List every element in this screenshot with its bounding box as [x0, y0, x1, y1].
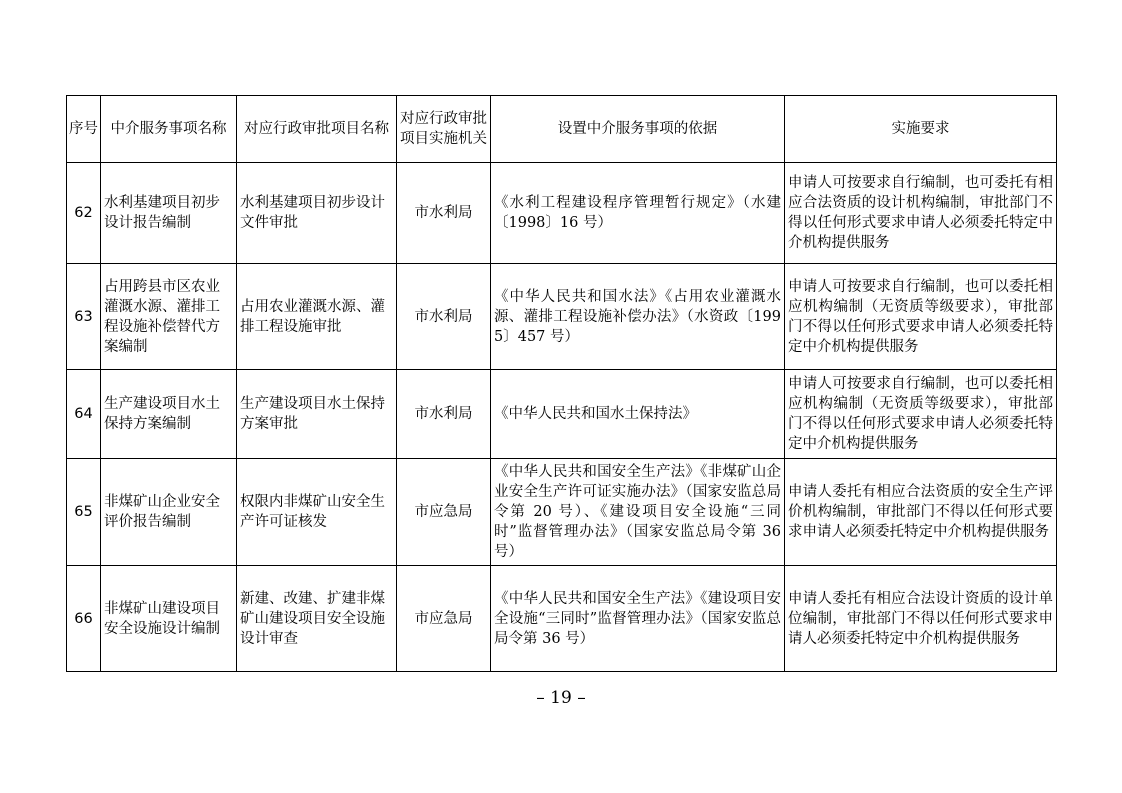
cell-implementing-agency: 市应急局 [397, 566, 491, 672]
cell-approval-item: 占用农业灌溉水源、灌排工程设施审批 [237, 264, 397, 370]
cell-basis: 《中华人民共和国安全生产法》《非煤矿山企业安全生产许可证实施办法》（国家安监总局令第 20 号）、《建设项目安全设施“三同时”监督管理办法》（国家安监总局令第 36 号） [491, 459, 785, 566]
table-row [67, 459, 1057, 566]
cell-basis: 《中华人民共和国水法》《占用农业灌溉水源、灌排工程设施补偿办法》（水资政〔1995〕457 号） [491, 264, 785, 370]
table-row [67, 566, 1057, 672]
header-approval-item: 对应行政审批项目名称 [237, 96, 397, 163]
cell-basis: 《中华人民共和国安全生产法》《建设项目安全设施“三同时”监督管理办法》（国家安监总局令第 36 号） [491, 566, 785, 672]
table-row [67, 163, 1057, 264]
cell-approval-item: 水利基建项目初步设计文件审批 [237, 163, 397, 264]
header-basis: 设置中介服务事项的依据 [491, 96, 785, 163]
cell-implementing-agency: 市水利局 [397, 163, 491, 264]
cell-service-name: 生产建设项目水土保持方案编制 [101, 370, 237, 459]
page-number: – 19 – [536, 688, 586, 708]
cell-service-name: 占用跨县市区农业灌溉水源、灌排工程设施补偿替代方案编制 [101, 264, 237, 370]
cell-requirements: 申请人可按要求自行编制，也可以委托相应机构编制（无资质等级要求），审批部门不得以任何形式要求申请人必须委托特定中介机构提供服务 [785, 370, 1057, 459]
cell-requirements: 申请人可按要求自行编制，也可以委托相应机构编制（无资质等级要求），审批部门不得以任何形式要求申请人必须委托特定中介机构提供服务 [785, 264, 1057, 370]
cell-serial-number: 65 [67, 459, 101, 566]
cell-serial-number: 63 [67, 264, 101, 370]
table-header-row [67, 96, 1057, 163]
cell-serial-number: 64 [67, 370, 101, 459]
cell-implementing-agency: 市应急局 [397, 459, 491, 566]
header-implementing-agency: 对应行政审批项目实施机关 [397, 96, 491, 163]
cell-approval-item: 新建、改建、扩建非煤矿山建设项目安全设施设计审查 [237, 566, 397, 672]
header-serial-number: 序号 [67, 96, 101, 163]
table-row [67, 370, 1057, 459]
cell-implementing-agency: 市水利局 [397, 264, 491, 370]
header-requirements: 实施要求 [785, 96, 1057, 163]
table-row [67, 264, 1057, 370]
cell-service-name: 非煤矿山建设项目安全设施设计编制 [101, 566, 237, 672]
cell-service-name: 非煤矿山企业安全评价报告编制 [101, 459, 237, 566]
cell-serial-number: 66 [67, 566, 101, 672]
cell-requirements: 申请人可按要求自行编制，也可委托有相应合法资质的设计机构编制，审批部门不得以任何形式要求申请人必须委托特定中介机构提供服务 [785, 163, 1057, 264]
intermediary-services-table [66, 95, 1057, 672]
header-service-name: 中介服务事项名称 [101, 96, 237, 163]
cell-requirements: 申请人委托有相应合法设计资质的设计单位编制，审批部门不得以任何形式要求申请人必须委托特定中介机构提供服务 [785, 566, 1057, 672]
cell-serial-number: 62 [67, 163, 101, 264]
cell-approval-item: 生产建设项目水土保持方案审批 [237, 370, 397, 459]
cell-implementing-agency: 市水利局 [397, 370, 491, 459]
cell-basis: 《水利工程建设程序管理暂行规定》（水建〔1998〕16 号） [491, 163, 785, 264]
cell-basis: 《中华人民共和国水土保持法》 [491, 370, 785, 459]
cell-requirements: 申请人委托有相应合法资质的安全生产评价机构编制，审批部门不得以任何形式要求申请人必须委托特定中介机构提供服务 [785, 459, 1057, 566]
cell-service-name: 水利基建项目初步设计报告编制 [101, 163, 237, 264]
cell-approval-item: 权限内非煤矿山安全生产许可证核发 [237, 459, 397, 566]
